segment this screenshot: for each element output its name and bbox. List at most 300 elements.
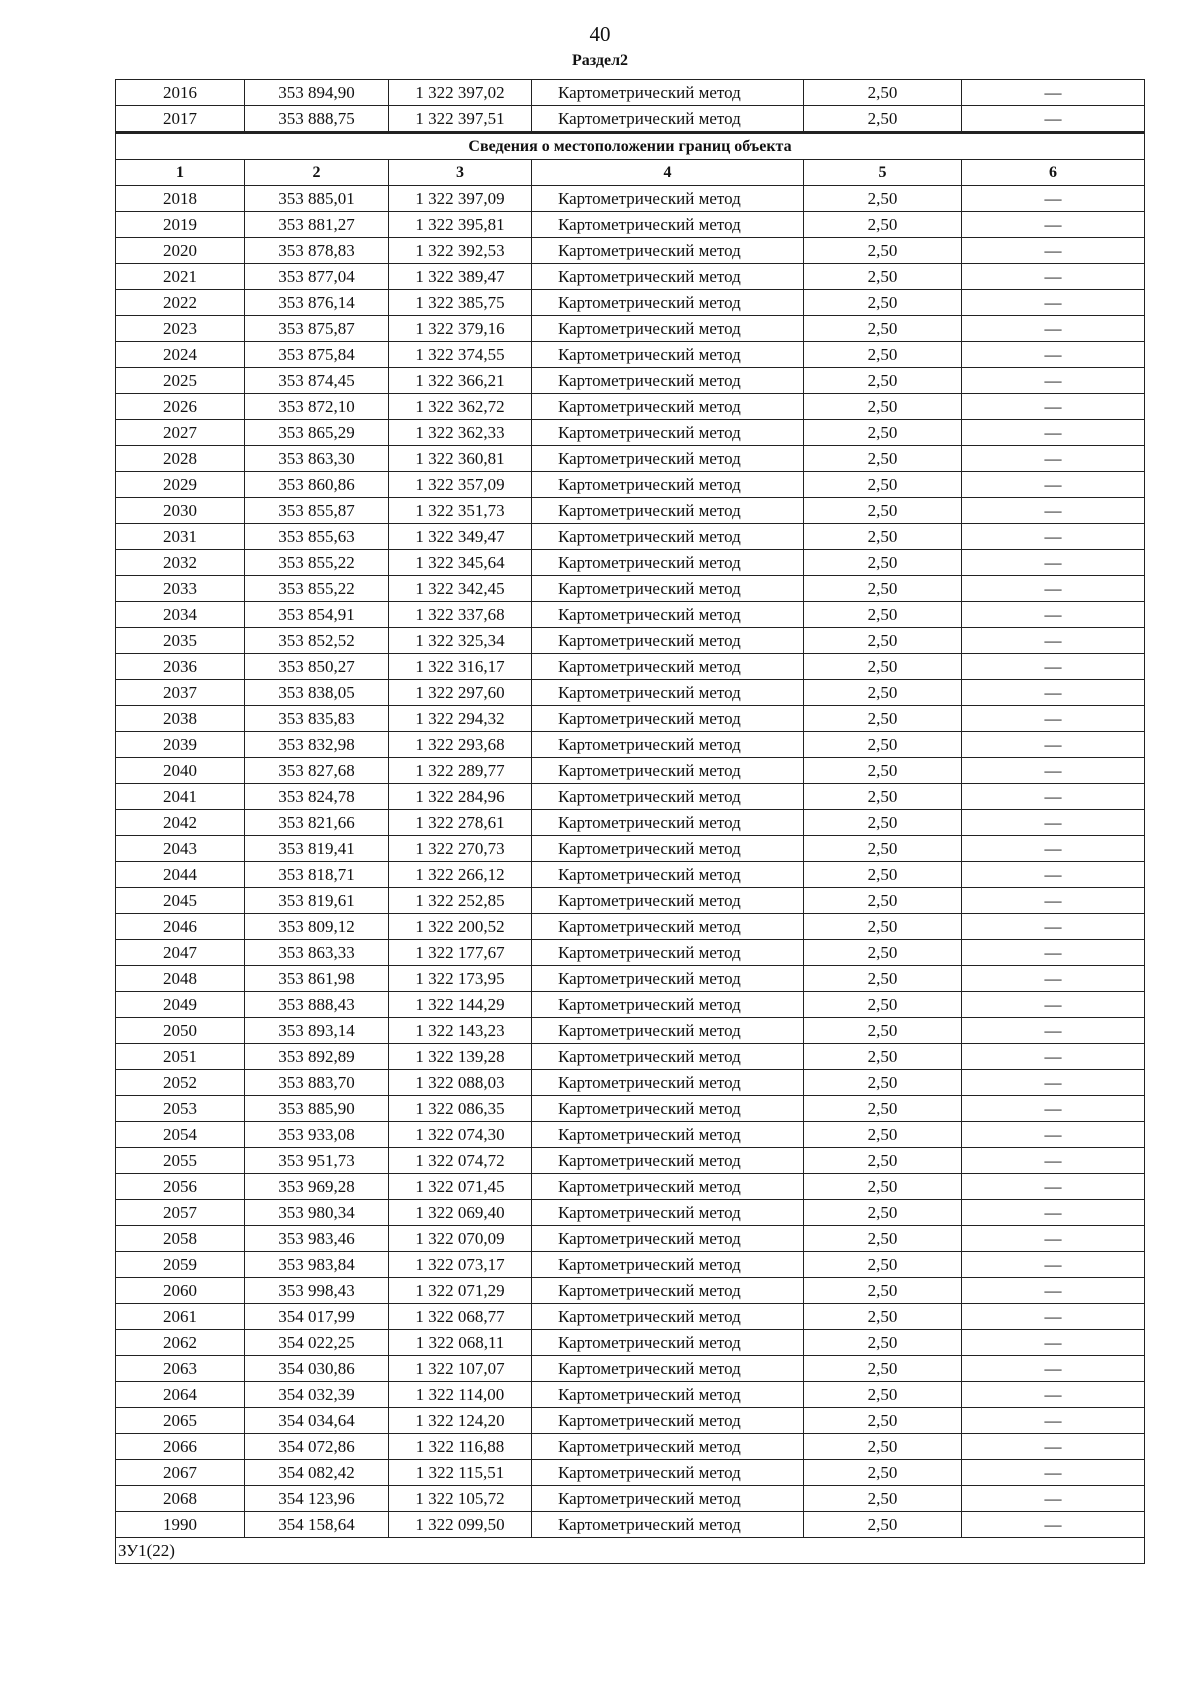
table-cell: 2,50: [804, 680, 962, 706]
table-cell: —: [962, 394, 1145, 420]
table-cell: 353 894,90: [245, 80, 389, 106]
table-row: [116, 106, 1145, 133]
table-cell: 354 034,64: [245, 1408, 389, 1434]
table-cell: —: [962, 1174, 1145, 1200]
table-row: [116, 1018, 1145, 1044]
table-row: [116, 498, 1145, 524]
table-cell: —: [962, 1460, 1145, 1486]
table-cell: 2029: [116, 472, 245, 498]
table-row: [116, 628, 1145, 654]
table-cell: 353 827,68: [245, 758, 389, 784]
table-row: [116, 1408, 1145, 1434]
table-cell: 1 322 143,23: [389, 1018, 532, 1044]
table-cell: 2052: [116, 1070, 245, 1096]
table-cell: Картометрический метод: [532, 368, 804, 394]
table-cell: Картометрический метод: [532, 1486, 804, 1512]
table-cell: 1 322 360,81: [389, 446, 532, 472]
table-cell: —: [962, 1096, 1145, 1122]
table-cell: 2045: [116, 888, 245, 914]
table-cell: 354 030,86: [245, 1356, 389, 1382]
table-row: [116, 264, 1145, 290]
table-cell: —: [962, 654, 1145, 680]
table-cell: 353 863,30: [245, 446, 389, 472]
table-cell: Картометрический метод: [532, 914, 804, 940]
table-cell: 353 855,63: [245, 524, 389, 550]
table-cell: Картометрический метод: [532, 80, 804, 106]
table-cell: 2058: [116, 1226, 245, 1252]
table-row: [116, 1330, 1145, 1356]
table-cell: 2057: [116, 1200, 245, 1226]
table-row: [116, 706, 1145, 732]
table-cell: 2,50: [804, 1252, 962, 1278]
table-cell: 2060: [116, 1278, 245, 1304]
table-cell: 353 881,27: [245, 212, 389, 238]
table-cell: 353 824,78: [245, 784, 389, 810]
table-row: [116, 1382, 1145, 1408]
table-cell: 2,50: [804, 1096, 962, 1122]
table-cell: 2,50: [804, 1434, 962, 1460]
table-cell: —: [962, 472, 1145, 498]
table-cell: —: [962, 1486, 1145, 1512]
table-row: [116, 1356, 1145, 1382]
table-cell: 2022: [116, 290, 245, 316]
table-cell: —: [962, 1252, 1145, 1278]
table-cell: 2018: [116, 186, 245, 212]
table-row: [116, 1096, 1145, 1122]
table-cell: —: [962, 810, 1145, 836]
table-cell: —: [962, 342, 1145, 368]
table-row: [116, 784, 1145, 810]
table-cell: 1 322 392,53: [389, 238, 532, 264]
table-cell: 353 854,91: [245, 602, 389, 628]
table-cell: 2049: [116, 992, 245, 1018]
table-cell: —: [962, 1408, 1145, 1434]
table-cell: —: [962, 1200, 1145, 1226]
table-cell: 2,50: [804, 628, 962, 654]
table-cell: 2,50: [804, 316, 962, 342]
table-cell: 2,50: [804, 914, 962, 940]
table-cell: —: [962, 784, 1145, 810]
table-row: [116, 342, 1145, 368]
table-cell: 1 322 289,77: [389, 758, 532, 784]
table-cell: 1990: [116, 1512, 245, 1538]
table-cell: —: [962, 706, 1145, 732]
table-cell: 1 322 366,21: [389, 368, 532, 394]
table-cell: 2055: [116, 1148, 245, 1174]
table-cell: 1 322 105,72: [389, 1486, 532, 1512]
table-cell: 2,50: [804, 1070, 962, 1096]
table-cell: 353 809,12: [245, 914, 389, 940]
table-cell: —: [962, 1278, 1145, 1304]
table-cell: 1 322 293,68: [389, 732, 532, 758]
table-cell: Картометрический метод: [532, 680, 804, 706]
table-cell: Картометрический метод: [532, 238, 804, 264]
table-row: [116, 680, 1145, 706]
table-cell: 2,50: [804, 836, 962, 862]
column-number: 3: [389, 160, 532, 186]
table-cell: 353 980,34: [245, 1200, 389, 1226]
table-cell: —: [962, 1070, 1145, 1096]
table-cell: 353 885,01: [245, 186, 389, 212]
table-cell: 2054: [116, 1122, 245, 1148]
table-cell: 354 017,99: [245, 1304, 389, 1330]
table-cell: 2,50: [804, 80, 962, 106]
table-cell: 1 322 070,09: [389, 1226, 532, 1252]
table-row: [116, 732, 1145, 758]
table-cell: Картометрический метод: [532, 1226, 804, 1252]
table-cell: 1 322 397,09: [389, 186, 532, 212]
table-cell: 353 850,27: [245, 654, 389, 680]
table-cell: 1 322 252,85: [389, 888, 532, 914]
table-cell: 1 322 073,17: [389, 1252, 532, 1278]
table-cell: —: [962, 602, 1145, 628]
table-cell: —: [962, 446, 1145, 472]
table-cell: 1 322 294,32: [389, 706, 532, 732]
table-cell: —: [962, 836, 1145, 862]
table-cell: Картометрический метод: [532, 966, 804, 992]
table-cell: 2,50: [804, 420, 962, 446]
table-row: [116, 1122, 1145, 1148]
table-cell: 2021: [116, 264, 245, 290]
table-cell: 1 322 068,11: [389, 1330, 532, 1356]
table-cell: Картометрический метод: [532, 810, 804, 836]
table-cell: 2,50: [804, 290, 962, 316]
table-cell: 2,50: [804, 654, 962, 680]
table-cell: 2041: [116, 784, 245, 810]
table-cell: 1 322 379,16: [389, 316, 532, 342]
table-cell: 2047: [116, 940, 245, 966]
table-cell: 2,50: [804, 212, 962, 238]
table-cell: 353 819,61: [245, 888, 389, 914]
table-cell: Картометрический метод: [532, 446, 804, 472]
table-cell: 2,50: [804, 1382, 962, 1408]
table-row: [116, 576, 1145, 602]
table-cell: Картометрический метод: [532, 1122, 804, 1148]
table-row: [116, 316, 1145, 342]
table-cell: 353 872,10: [245, 394, 389, 420]
table-cell: Картометрический метод: [532, 992, 804, 1018]
table-cell: 354 082,42: [245, 1460, 389, 1486]
table-cell: Картометрический метод: [532, 1408, 804, 1434]
table-cell: 2,50: [804, 342, 962, 368]
table-cell: 1 322 116,88: [389, 1434, 532, 1460]
table-cell: —: [962, 862, 1145, 888]
subsection-header-row: [116, 133, 1145, 160]
table-cell: 1 322 284,96: [389, 784, 532, 810]
table-cell: 2048: [116, 966, 245, 992]
table-cell: —: [962, 940, 1145, 966]
table-cell: 2,50: [804, 446, 962, 472]
table-cell: 353 969,28: [245, 1174, 389, 1200]
table-cell: 2,50: [804, 394, 962, 420]
table-cell: 2,50: [804, 1018, 962, 1044]
table-cell: Картометрический метод: [532, 1460, 804, 1486]
footer-row: [116, 1538, 1145, 1564]
table-row: [116, 80, 1145, 106]
section-title: Раздел2: [571, 52, 629, 69]
table-cell: Картометрический метод: [532, 732, 804, 758]
table-row: [116, 940, 1145, 966]
table-cell: 1 322 068,77: [389, 1304, 532, 1330]
table-cell: Картометрический метод: [532, 1148, 804, 1174]
table-cell: 353 874,45: [245, 368, 389, 394]
table-cell: 1 322 071,45: [389, 1174, 532, 1200]
table-cell: 353 835,83: [245, 706, 389, 732]
table-cell: 1 322 270,73: [389, 836, 532, 862]
table-cell: Картометрический метод: [532, 212, 804, 238]
table-cell: 353 893,14: [245, 1018, 389, 1044]
table-cell: 2,50: [804, 1174, 962, 1200]
table-cell: —: [962, 550, 1145, 576]
table-cell: 2053: [116, 1096, 245, 1122]
table-cell: 1 322 337,68: [389, 602, 532, 628]
table-cell: 353 852,52: [245, 628, 389, 654]
table-row: [116, 394, 1145, 420]
table-cell: 353 863,33: [245, 940, 389, 966]
table-cell: 1 322 200,52: [389, 914, 532, 940]
table-cell: 1 322 074,72: [389, 1148, 532, 1174]
table-cell: 2,50: [804, 1460, 962, 1486]
table-cell: —: [962, 498, 1145, 524]
object-label: ЗУ1(22): [116, 1538, 1145, 1564]
table-cell: 2,50: [804, 524, 962, 550]
table-cell: 2,50: [804, 1408, 962, 1434]
table-cell: 2040: [116, 758, 245, 784]
table-cell: —: [962, 732, 1145, 758]
column-number-row: [116, 160, 1145, 186]
table-cell: 353 951,73: [245, 1148, 389, 1174]
table-cell: Картометрический метод: [532, 836, 804, 862]
table-cell: —: [962, 238, 1145, 264]
table-cell: 1 322 173,95: [389, 966, 532, 992]
table-row: [116, 524, 1145, 550]
table-row: [116, 238, 1145, 264]
table-cell: 353 875,87: [245, 316, 389, 342]
table-cell: —: [962, 680, 1145, 706]
table-cell: 1 322 266,12: [389, 862, 532, 888]
table-cell: —: [962, 368, 1145, 394]
table-row: [116, 1434, 1145, 1460]
table-cell: 2023: [116, 316, 245, 342]
table-cell: Картометрический метод: [532, 394, 804, 420]
table-cell: Картометрический метод: [532, 1356, 804, 1382]
table-cell: Картометрический метод: [532, 1044, 804, 1070]
table-cell: 354 158,64: [245, 1512, 389, 1538]
table-cell: 2,50: [804, 784, 962, 810]
table-row: [116, 368, 1145, 394]
table-row: [116, 966, 1145, 992]
table-cell: 2042: [116, 810, 245, 836]
table-cell: 353 838,05: [245, 680, 389, 706]
table-cell: —: [962, 1382, 1145, 1408]
table-cell: 2064: [116, 1382, 245, 1408]
table-cell: Картометрический метод: [532, 1096, 804, 1122]
table-cell: 353 860,86: [245, 472, 389, 498]
table-cell: Картометрический метод: [532, 1278, 804, 1304]
table-cell: 2028: [116, 446, 245, 472]
table-cell: 2031: [116, 524, 245, 550]
table-cell: Картометрический метод: [532, 940, 804, 966]
table-cell: Картометрический метод: [532, 1200, 804, 1226]
table-cell: Картометрический метод: [532, 784, 804, 810]
table-cell: 1 322 278,61: [389, 810, 532, 836]
table-cell: 2019: [116, 212, 245, 238]
table-cell: —: [962, 1044, 1145, 1070]
table-row: [116, 1174, 1145, 1200]
table-cell: 1 322 114,00: [389, 1382, 532, 1408]
table-row: [116, 1486, 1145, 1512]
table-cell: —: [962, 1148, 1145, 1174]
table-cell: 2035: [116, 628, 245, 654]
table-cell: Картометрический метод: [532, 628, 804, 654]
table-cell: 353 998,43: [245, 1278, 389, 1304]
table-row: [116, 810, 1145, 836]
table-row: [116, 602, 1145, 628]
table-cell: Картометрический метод: [532, 550, 804, 576]
table-cell: 2,50: [804, 264, 962, 290]
table-cell: 1 322 385,75: [389, 290, 532, 316]
table-cell: 1 322 086,35: [389, 1096, 532, 1122]
table-cell: 2026: [116, 394, 245, 420]
table-cell: 353 832,98: [245, 732, 389, 758]
table-cell: 1 322 297,60: [389, 680, 532, 706]
table-row: [116, 836, 1145, 862]
table-cell: 2027: [116, 420, 245, 446]
table-cell: 2050: [116, 1018, 245, 1044]
table-cell: Картометрический метод: [532, 472, 804, 498]
table-cell: 2,50: [804, 498, 962, 524]
table-cell: 353 818,71: [245, 862, 389, 888]
table-cell: 2061: [116, 1304, 245, 1330]
table-cell: —: [962, 966, 1145, 992]
table-cell: 2039: [116, 732, 245, 758]
table-cell: 353 892,89: [245, 1044, 389, 1070]
table-cell: 1 322 069,40: [389, 1200, 532, 1226]
table-cell: Картометрический метод: [532, 1018, 804, 1044]
table-cell: 353 819,41: [245, 836, 389, 862]
column-number: 4: [532, 160, 804, 186]
subsection-title: Сведения о местоположении границ объекта: [116, 133, 1145, 160]
table-cell: —: [962, 106, 1145, 133]
table-row: [116, 992, 1145, 1018]
table-cell: 353 888,75: [245, 106, 389, 133]
table-cell: —: [962, 80, 1145, 106]
table-cell: Картометрический метод: [532, 186, 804, 212]
table-row: [116, 1226, 1145, 1252]
table-cell: Картометрический метод: [532, 576, 804, 602]
table-cell: 353 888,43: [245, 992, 389, 1018]
column-number: 2: [245, 160, 389, 186]
table-cell: 1 322 357,09: [389, 472, 532, 498]
table-cell: —: [962, 576, 1145, 602]
table-cell: 1 322 395,81: [389, 212, 532, 238]
table-cell: 1 322 115,51: [389, 1460, 532, 1486]
table-row: [116, 758, 1145, 784]
table-cell: —: [962, 888, 1145, 914]
column-number: 5: [804, 160, 962, 186]
table-cell: Картометрический метод: [532, 524, 804, 550]
table-cell: 2,50: [804, 888, 962, 914]
table-cell: 2,50: [804, 758, 962, 784]
table-cell: —: [962, 992, 1145, 1018]
table-cell: Картометрический метод: [532, 862, 804, 888]
table-row: [116, 472, 1145, 498]
table-cell: 2059: [116, 1252, 245, 1278]
table-cell: 354 123,96: [245, 1486, 389, 1512]
table-row: [116, 290, 1145, 316]
table-cell: 2046: [116, 914, 245, 940]
table-cell: Картометрический метод: [532, 758, 804, 784]
table-cell: 353 983,46: [245, 1226, 389, 1252]
table-cell: 353 855,22: [245, 550, 389, 576]
table-cell: 2,50: [804, 602, 962, 628]
table-cell: 1 322 397,51: [389, 106, 532, 133]
table-cell: 2,50: [804, 706, 962, 732]
table-cell: 2,50: [804, 732, 962, 758]
table-cell: 1 322 351,73: [389, 498, 532, 524]
table-row: [116, 1304, 1145, 1330]
table-cell: —: [962, 1122, 1145, 1148]
table-cell: —: [962, 420, 1145, 446]
table-cell: 2,50: [804, 238, 962, 264]
table-cell: 1 322 139,28: [389, 1044, 532, 1070]
table-cell: Картометрический метод: [532, 706, 804, 732]
table-cell: —: [962, 212, 1145, 238]
table-cell: 1 322 389,47: [389, 264, 532, 290]
table-cell: 2,50: [804, 550, 962, 576]
table-cell: 353 877,04: [245, 264, 389, 290]
table-cell: 354 032,39: [245, 1382, 389, 1408]
table-cell: 2020: [116, 238, 245, 264]
table-row: [116, 420, 1145, 446]
table-cell: 2033: [116, 576, 245, 602]
table-cell: Картометрический метод: [532, 1382, 804, 1408]
table-cell: 2,50: [804, 992, 962, 1018]
table-cell: 2016: [116, 80, 245, 106]
table-cell: —: [962, 1356, 1145, 1382]
table-cell: 1 322 099,50: [389, 1512, 532, 1538]
column-number: 1: [116, 160, 245, 186]
table-row: [116, 1044, 1145, 1070]
table-cell: 2036: [116, 654, 245, 680]
table-cell: 353 983,84: [245, 1252, 389, 1278]
table-cell: 353 883,70: [245, 1070, 389, 1096]
table-cell: 1 322 362,33: [389, 420, 532, 446]
table-cell: 1 322 374,55: [389, 342, 532, 368]
table-cell: 2,50: [804, 1044, 962, 1070]
table-row: [116, 914, 1145, 940]
table-cell: —: [962, 1434, 1145, 1460]
table-cell: 2066: [116, 1434, 245, 1460]
table-cell: 2,50: [804, 1200, 962, 1226]
table-cell: Картометрический метод: [532, 290, 804, 316]
table-cell: 1 322 345,64: [389, 550, 532, 576]
table-cell: 2,50: [804, 1278, 962, 1304]
table-cell: 1 322 362,72: [389, 394, 532, 420]
table-cell: 1 322 342,45: [389, 576, 532, 602]
table-cell: —: [962, 290, 1145, 316]
table-cell: Картометрический метод: [532, 654, 804, 680]
table-cell: 2,50: [804, 862, 962, 888]
table-cell: Картометрический метод: [532, 1304, 804, 1330]
table-cell: 2062: [116, 1330, 245, 1356]
table-cell: 2065: [116, 1408, 245, 1434]
table-cell: 2034: [116, 602, 245, 628]
coordinates-table: [115, 79, 1145, 1564]
table-cell: 2,50: [804, 186, 962, 212]
table-cell: 2017: [116, 106, 245, 133]
column-number: 6: [962, 160, 1145, 186]
